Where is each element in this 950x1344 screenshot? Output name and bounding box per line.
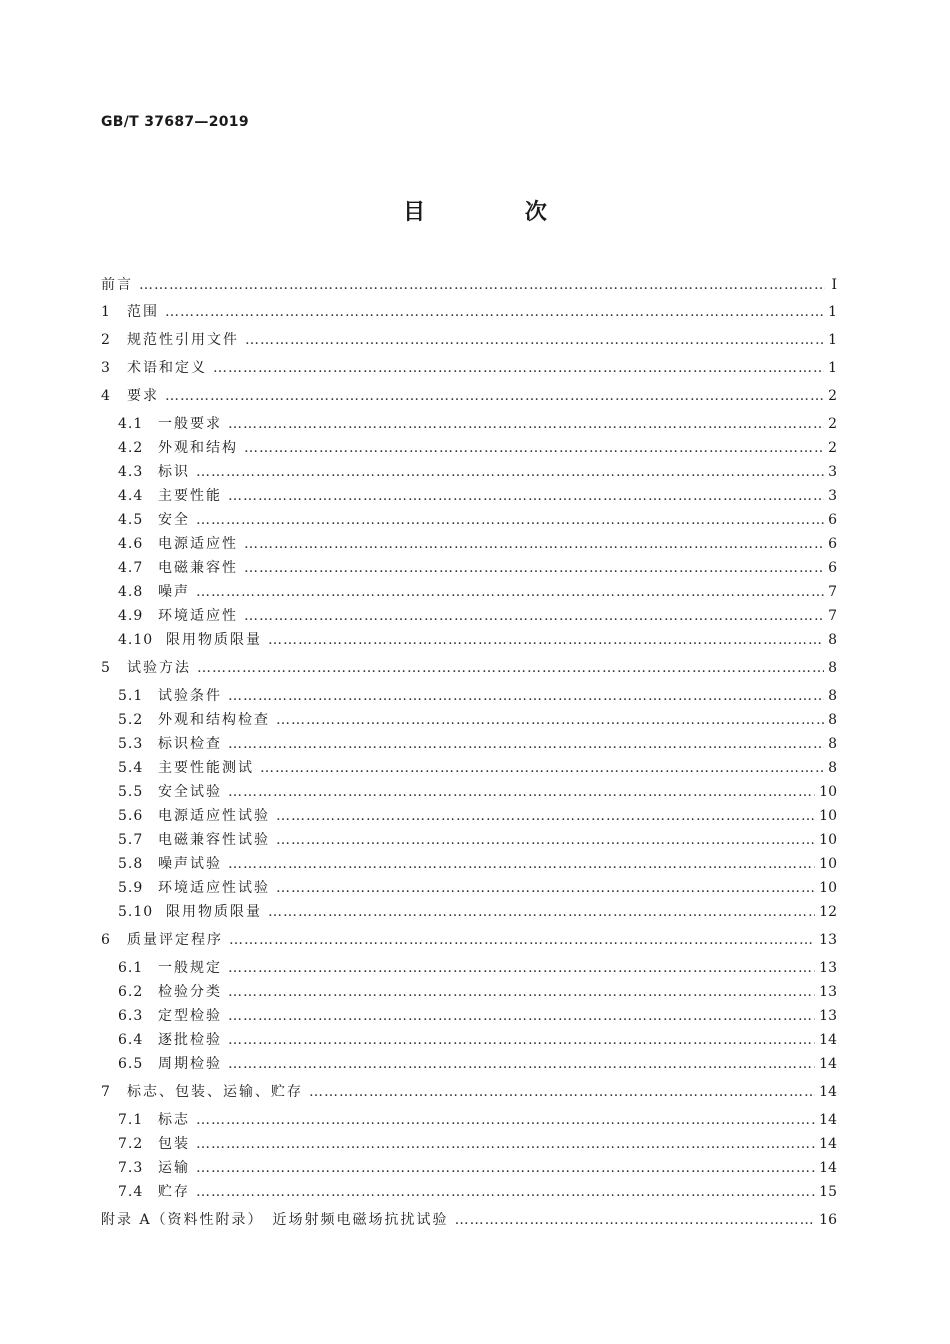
toc-entry-number: 6.1 (118, 960, 144, 976)
toc-entry-number: 6 (101, 932, 111, 948)
toc-entry[interactable] (118, 758, 837, 778)
toc-entry-title: 一般要求 (158, 416, 222, 432)
toc-entry-number: 6.4 (118, 1032, 144, 1048)
toc-entry-number: 3 (101, 360, 111, 376)
toc-entry-title: 试验方法 (127, 660, 191, 676)
dot-leader (455, 1210, 816, 1230)
toc-entry[interactable] (118, 806, 837, 826)
page-title: 目 次 (403, 200, 593, 225)
dot-leader (228, 982, 815, 1002)
toc-entry[interactable] (118, 486, 837, 506)
dot-leader (228, 414, 824, 434)
toc-entry[interactable] (118, 414, 837, 434)
toc-entry[interactable] (118, 558, 837, 578)
toc-entry-page: 8 (828, 660, 837, 676)
toc-entry-page: 13 (819, 1008, 837, 1024)
toc-entry-title: 安全试验 (158, 784, 222, 800)
toc-entry-title: 噪声试验 (158, 856, 222, 872)
toc-entry-title: 逐批检验 (158, 1032, 222, 1048)
dot-leader (196, 510, 824, 530)
toc-entry-number: 6.5 (118, 1056, 144, 1072)
toc-entry-number: 5.7 (118, 832, 144, 848)
toc-entry[interactable] (118, 1030, 837, 1050)
dot-leader (165, 386, 824, 406)
toc-entry[interactable] (101, 302, 837, 322)
toc-entry-page: 2 (828, 440, 837, 456)
dot-leader (228, 854, 815, 874)
toc-entry-title: 标识 (158, 464, 190, 480)
toc-entry[interactable] (101, 275, 837, 295)
toc-entry[interactable] (101, 330, 837, 350)
toc-entry[interactable] (118, 734, 837, 754)
toc-entry-number: 7.4 (118, 1184, 144, 1200)
dot-leader (268, 902, 815, 922)
toc-entry-number: 5.10 (118, 904, 154, 920)
toc-entry-title: 范围 (127, 304, 159, 320)
dot-leader (165, 302, 824, 322)
toc-entry-number: 2 (101, 332, 111, 348)
toc-entry-title: 环境适应性试验 (158, 880, 270, 896)
dot-leader (276, 806, 815, 826)
toc-entry[interactable] (118, 982, 837, 1002)
dot-leader (276, 830, 815, 850)
toc-entry-title: 要求 (127, 388, 159, 404)
toc-entry-number: 4.3 (118, 464, 144, 480)
dot-leader (260, 758, 824, 778)
dot-leader (309, 1082, 815, 1102)
dot-leader (245, 330, 824, 350)
toc-entry-title: 电磁兼容性试验 (158, 832, 270, 848)
dot-leader (276, 878, 815, 898)
toc-entry[interactable] (118, 1054, 837, 1074)
toc-entry-title: 外观和结构 (158, 440, 238, 456)
toc-entry-title: 一般规定 (158, 960, 222, 976)
dot-leader (196, 1182, 815, 1202)
toc-entry-number: 1 (101, 304, 111, 320)
toc-entry-page: 14 (819, 1032, 837, 1048)
toc-entry-page: 14 (819, 1056, 837, 1072)
toc-entry-page: 14 (819, 1160, 837, 1176)
toc-entry-title: 电源适应性试验 (158, 808, 270, 824)
toc-entry-page: 8 (828, 712, 837, 728)
toc-entry-number: 5.5 (118, 784, 144, 800)
dot-leader (197, 658, 824, 678)
toc-entry-title: 限用物质限量 (166, 632, 262, 648)
toc-entry-number: 4.5 (118, 512, 144, 528)
toc-entry-page: 16 (819, 1212, 837, 1228)
toc-entry-number: 5 (101, 660, 111, 676)
toc-entry-page: 10 (819, 784, 837, 800)
toc-entry-page: 2 (828, 416, 837, 432)
toc-entry-page: 8 (828, 760, 837, 776)
toc-entry[interactable] (101, 1082, 837, 1102)
toc-entry-number: 6.3 (118, 1008, 144, 1024)
toc-entry-page: Ⅰ (831, 277, 837, 293)
toc-entry-number: 4.8 (118, 584, 144, 600)
toc-entry-page: 1 (828, 360, 837, 376)
toc-entry-title: 检验分类 (158, 984, 222, 1000)
dot-leader (244, 606, 824, 626)
toc-entry[interactable] (118, 582, 837, 602)
toc-entry[interactable] (118, 630, 837, 650)
toc-entry-page: 14 (819, 1136, 837, 1152)
toc-entry-title: 周期检验 (158, 1056, 222, 1072)
dot-leader (228, 782, 815, 802)
dot-leader (268, 630, 824, 650)
toc-entry[interactable] (118, 1110, 837, 1130)
toc-entry-title: 主要性能 (158, 488, 222, 504)
toc-entry-title: 限用物质限量 (166, 904, 262, 920)
toc-entry[interactable] (118, 686, 837, 706)
standard-number: GB/T 37687—2019 (101, 114, 249, 130)
toc-entry[interactable] (118, 1182, 837, 1202)
dot-leader (196, 462, 824, 482)
dot-leader (228, 686, 824, 706)
toc-entry-number: 5.6 (118, 808, 144, 824)
toc-entry-number: 4 (101, 388, 111, 404)
toc-entry[interactable] (118, 462, 837, 482)
toc-entry-title: 安全 (158, 512, 190, 528)
toc-entry-number: 4.10 (118, 632, 154, 648)
toc-entry-title: 外观和结构检查 (158, 712, 270, 728)
toc-entry-page: 2 (828, 388, 837, 404)
toc-entry-number: 5.3 (118, 736, 144, 752)
dot-leader (213, 358, 824, 378)
toc-entry-page: 8 (828, 632, 837, 648)
toc-entry[interactable] (118, 1158, 837, 1178)
dot-leader (228, 958, 815, 978)
toc-entry-title: 贮存 (158, 1184, 190, 1200)
toc-entry-number: 7.2 (118, 1136, 144, 1152)
toc-entry-title: 运输 (158, 1160, 190, 1176)
dot-leader (244, 438, 824, 458)
dot-leader (276, 710, 824, 730)
dot-leader (196, 582, 824, 602)
dot-leader (244, 558, 824, 578)
dot-leader (196, 1134, 815, 1154)
toc-entry-number: 7.1 (118, 1112, 144, 1128)
toc-entry-number: 4.2 (118, 440, 144, 456)
toc-entry[interactable] (118, 830, 837, 850)
toc-entry-title: 噪声 (158, 584, 190, 600)
toc-entry[interactable] (118, 854, 837, 874)
toc-entry-title: 试验条件 (158, 688, 222, 704)
toc-entry[interactable] (118, 902, 837, 922)
dot-leader (228, 1006, 815, 1026)
toc-entry[interactable] (118, 782, 837, 802)
toc-entry-page: 13 (819, 984, 837, 1000)
toc-entry-title: 电源适应性 (158, 536, 238, 552)
toc-entry-number: 5.8 (118, 856, 144, 872)
toc-entry-title: 标志、包装、运输、贮存 (127, 1084, 303, 1100)
toc-entry-page: 13 (819, 960, 837, 976)
toc-entry[interactable] (118, 510, 837, 530)
toc-entry[interactable] (101, 386, 837, 406)
toc-entry-title: 质量评定程序 (127, 932, 223, 948)
toc-entry-title: 规范性引用文件 (127, 332, 239, 348)
dot-leader (228, 1030, 815, 1050)
toc-entry[interactable] (101, 1210, 837, 1230)
toc-entry-page: 14 (819, 1084, 837, 1100)
toc-entry-title: 术语和定义 (127, 360, 207, 376)
toc-entry-number: 4.6 (118, 536, 144, 552)
toc-entry-page: 10 (819, 832, 837, 848)
toc-entry-page: 1 (828, 304, 837, 320)
toc-entry-page: 15 (819, 1184, 837, 1200)
toc-entry-page: 6 (828, 560, 837, 576)
toc-entry[interactable] (118, 438, 837, 458)
toc-entry-number: 7.3 (118, 1160, 144, 1176)
toc-entry-number: 4.4 (118, 488, 144, 504)
dot-leader (139, 275, 825, 295)
toc-entry[interactable] (101, 930, 837, 950)
toc-entry-title: 前言 (101, 277, 133, 293)
toc-entry-title: 包装 (158, 1136, 190, 1152)
dot-leader (228, 486, 824, 506)
toc-entry-page: 12 (819, 904, 837, 920)
toc-entry-page: 10 (819, 880, 837, 896)
toc-entry-title: 电磁兼容性 (158, 560, 238, 576)
toc-entry-title: 标志 (158, 1112, 190, 1128)
toc-entry-page: 13 (819, 932, 837, 948)
toc-entry-number: 6.2 (118, 984, 144, 1000)
toc-entry-page: 7 (828, 608, 837, 624)
toc-entry-title: 环境适应性 (158, 608, 238, 624)
toc-entry[interactable] (118, 1134, 837, 1154)
toc-entry-number: 4.1 (118, 416, 144, 432)
dot-leader (228, 734, 824, 754)
toc-entry-page: 10 (819, 808, 837, 824)
toc-entry[interactable] (118, 534, 837, 554)
toc-entry-page: 1 (828, 332, 837, 348)
dot-leader (244, 534, 824, 554)
toc-entry[interactable] (118, 606, 837, 626)
toc-entry[interactable] (118, 878, 837, 898)
toc-entry-title: 标识检查 (158, 736, 222, 752)
toc-entry-title: 定型检验 (158, 1008, 222, 1024)
toc-entry[interactable] (101, 358, 837, 378)
dot-leader (228, 1054, 815, 1074)
toc-entry[interactable] (118, 958, 837, 978)
dot-leader (196, 1158, 815, 1178)
toc-entry[interactable] (118, 710, 837, 730)
toc-entry-number: 4.7 (118, 560, 144, 576)
toc-entry-page: 7 (828, 584, 837, 600)
toc-entry-page: 10 (819, 856, 837, 872)
toc-entry-page: 6 (828, 536, 837, 552)
toc-entry-page: 8 (828, 688, 837, 704)
toc-entry-page: 3 (828, 488, 837, 504)
toc-entry[interactable] (101, 658, 837, 678)
toc-entry-number: 5.9 (118, 880, 144, 896)
toc-entry-page: 3 (828, 464, 837, 480)
toc-entry-number: 5.2 (118, 712, 144, 728)
toc-entry-page: 8 (828, 736, 837, 752)
dot-leader (229, 930, 815, 950)
toc-entry-number: 5.1 (118, 688, 144, 704)
toc-entry-page: 6 (828, 512, 837, 528)
toc-entry-number: 5.4 (118, 760, 144, 776)
toc-entry-number: 4.9 (118, 608, 144, 624)
dot-leader (196, 1110, 815, 1130)
toc-entry-page: 14 (819, 1112, 837, 1128)
toc-entry[interactable] (118, 1006, 837, 1026)
toc-entry-title: 附录 A（资料性附录） 近场射频电磁场抗扰试验 (101, 1212, 449, 1228)
toc-entry-number: 7 (101, 1084, 111, 1100)
toc-entry-title: 主要性能测试 (158, 760, 254, 776)
